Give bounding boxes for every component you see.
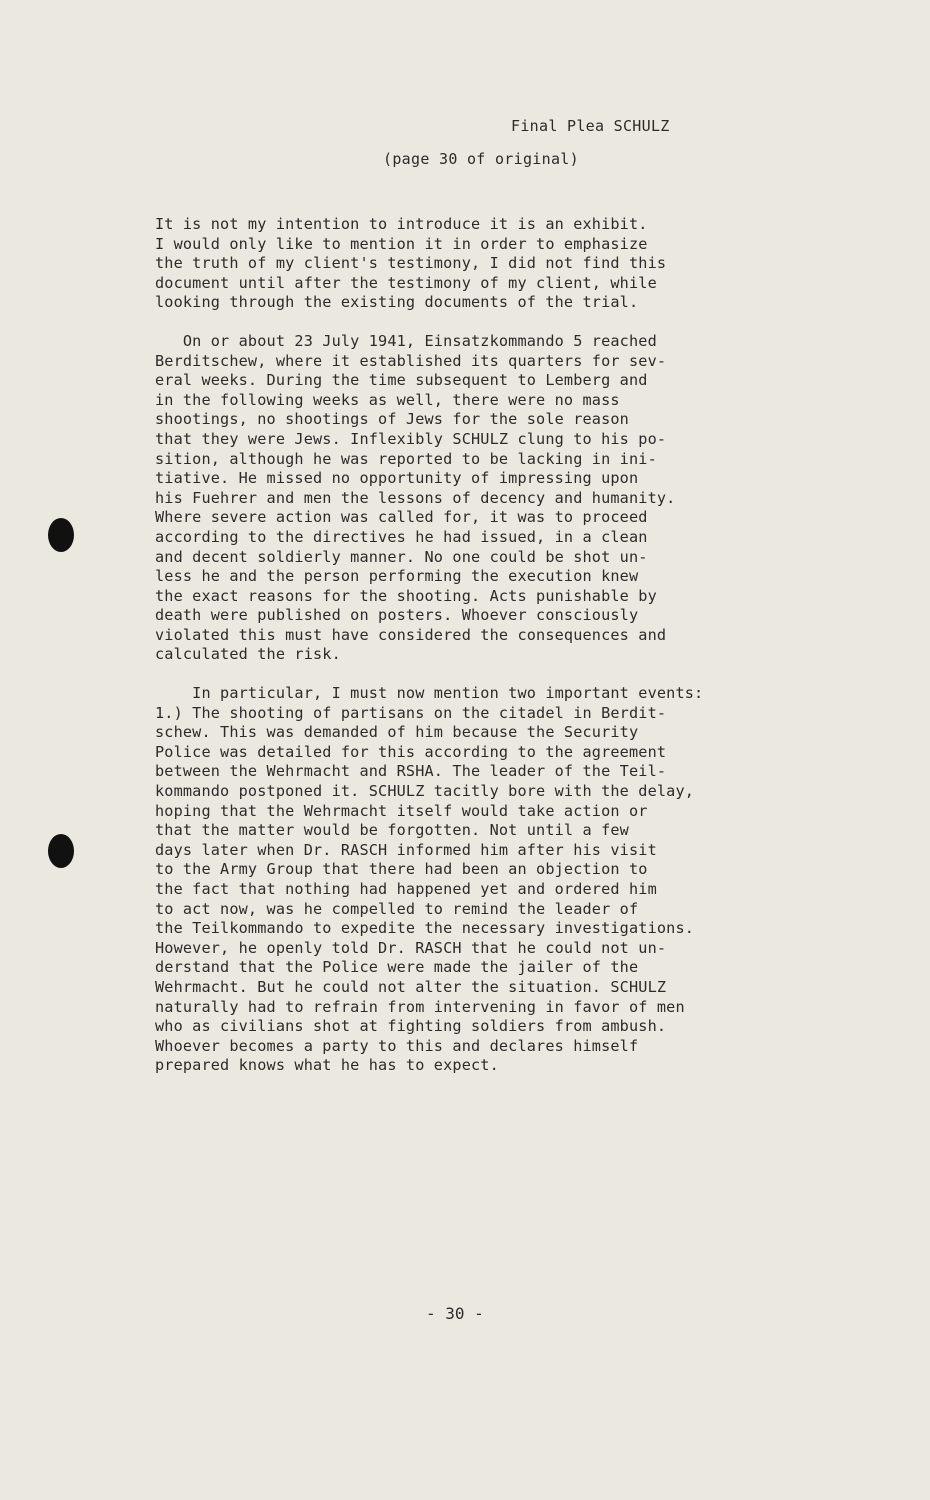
text-line: according to the directives he had issued, in a clean <box>155 527 648 546</box>
text-line: schew. This was demanded of him because the Security <box>155 723 639 742</box>
text-line: who as civilians shot at fighting soldiers from ambush. <box>155 1017 667 1036</box>
text-line: tiative. He missed no opportunity of impressing upon <box>155 469 639 488</box>
text-line: that they were Jews. Inflexibly SCHULZ clung to his po- <box>155 429 667 448</box>
text-line: It is not my intention to introduce it is an exhibit. <box>155 215 648 233</box>
document-title: Final Plea SCHULZ <box>511 117 670 135</box>
text-line: that the matter would be forgotten. Not until a few <box>155 821 629 840</box>
text-line: his Fuehrer and men the lessons of decency and humanity. <box>155 488 676 507</box>
text-line: the Teilkommando to expedite the necessary investigations. <box>155 919 695 938</box>
paragraph-3 <box>155 684 855 1076</box>
text-line: to the Army Group that there had been an objection to <box>155 860 648 879</box>
text-line: sition, although he was reported to be lacking in ini- <box>155 449 657 468</box>
punch-hole <box>48 518 74 552</box>
text-line: Whoever becomes a party to this and declares himself <box>155 1036 639 1055</box>
document-body <box>155 215 855 1076</box>
text-line: the fact that nothing had happened yet and ordered him <box>155 880 657 898</box>
paragraph-2 <box>155 332 855 665</box>
text-line: On or about 23 July 1941, Einsatzkommando 5 reached <box>155 331 657 350</box>
text-line: to act now, was he compelled to remind the leader of <box>155 899 639 918</box>
page-number: - 30 - <box>426 1304 484 1323</box>
text-line: the truth of my client's testimony, I did not find this <box>155 254 667 273</box>
text-line: prepared knows what he has to expect. <box>155 1056 499 1075</box>
text-line: Police was detailed for this according to the agreement <box>155 742 667 761</box>
text-line: looking through the existing documents of the trial. <box>155 293 639 312</box>
text-line: between the Wehrmacht and RSHA. The leader of the Teil- <box>155 762 667 781</box>
text-line: Berditschew, where it established its quarters for sev- <box>155 351 667 370</box>
text-line: death were published on posters. Whoever consciously <box>155 606 639 625</box>
text-line: kommando postponed it. SCHULZ tacitly bore with the delay, <box>155 782 695 801</box>
text-line: less he and the person performing the execution knew <box>155 567 639 586</box>
text-line: 1.) The shooting of partisans on the citadel in Berdit- <box>155 703 667 722</box>
text-line: calculated the risk. <box>155 645 341 664</box>
text-line: document until after the testimony of my client, while <box>155 273 657 292</box>
text-line: derstand that the Police were made the jailer of the <box>155 958 639 977</box>
text-line: eral weeks. During the time subsequent to Lemberg and <box>155 371 648 390</box>
text-line: violated this must have considered the consequences and <box>155 625 667 644</box>
text-line: days later when Dr. RASCH informed him after his visit <box>155 840 657 859</box>
text-line: Wehrmacht. But he could not alter the situation. SCHULZ <box>155 977 667 996</box>
document-subtitle: (page 30 of original) <box>383 150 579 168</box>
punch-hole <box>48 834 74 868</box>
text-line: in the following weeks as well, there were no mass <box>155 390 620 409</box>
text-line: shootings, no shootings of Jews for the sole reason <box>155 410 629 429</box>
text-line: naturally had to refrain from intervening in favor of men <box>155 997 685 1016</box>
text-line: hoping that the Wehrmacht itself would take action or <box>155 801 648 820</box>
text-line: I would only like to mention it in order to emphasize <box>155 234 648 253</box>
text-line: Where severe action was called for, it was to proceed <box>155 508 648 527</box>
text-line: and decent soldierly manner. No one could be shot un- <box>155 547 648 566</box>
paragraph-1 <box>155 215 855 313</box>
text-line: However, he openly told Dr. RASCH that he could not un- <box>155 938 667 957</box>
text-line: In particular, I must now mention two important events: <box>155 684 704 703</box>
text-line: the exact reasons for the shooting. Acts punishable by <box>155 586 657 605</box>
